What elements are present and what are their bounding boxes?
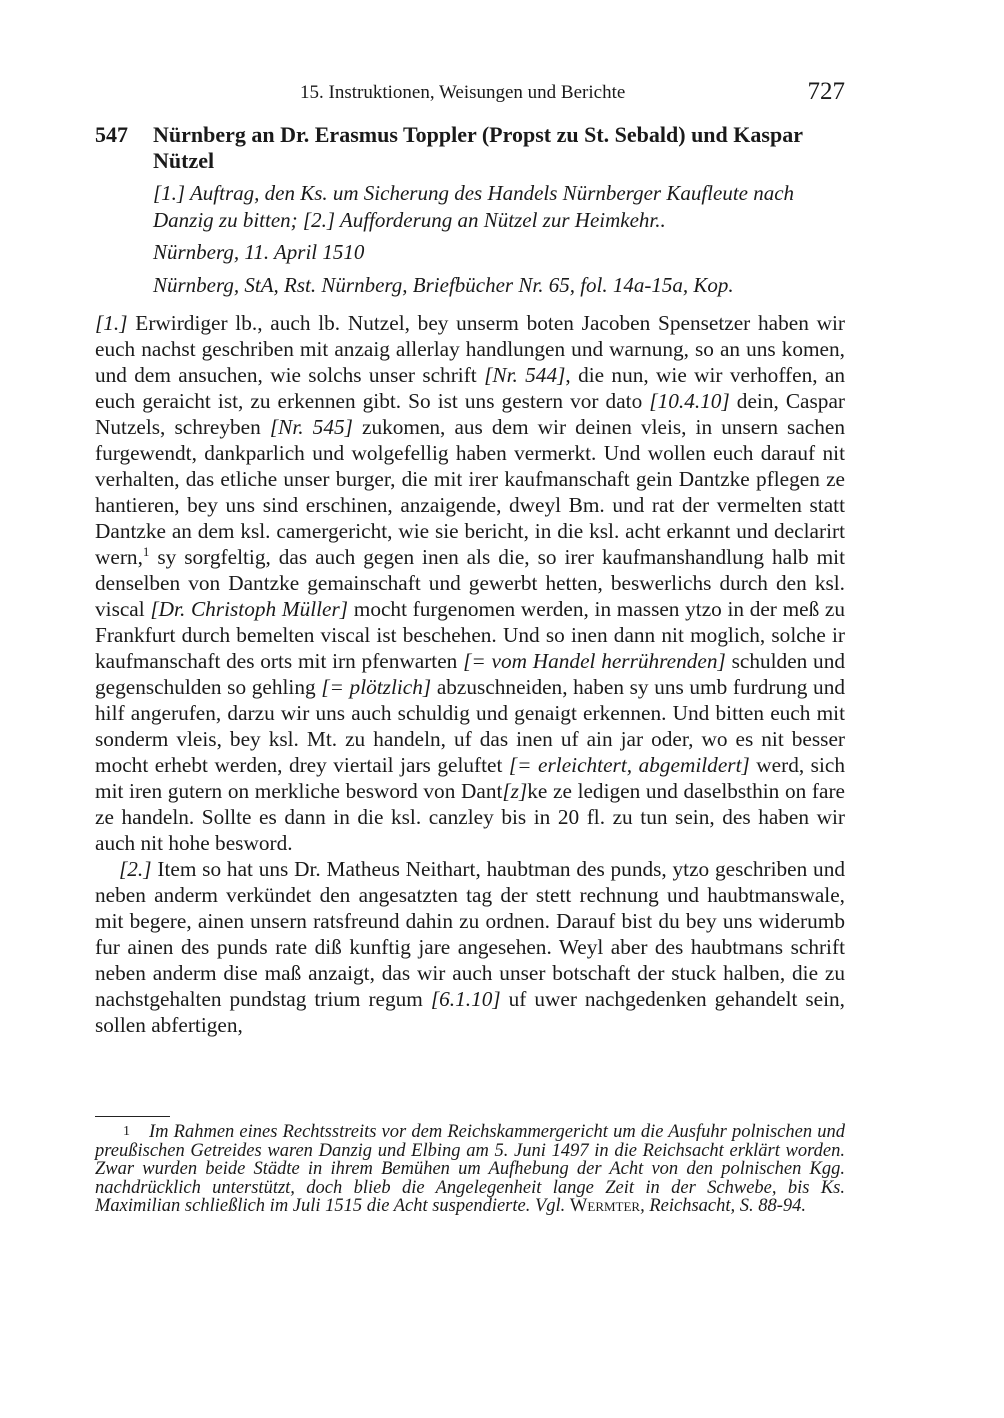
editorial-reference: [Nr. 545] — [269, 415, 353, 439]
document-number: 547 — [95, 122, 128, 147]
document-date: Nürnberg, 11. April 1510 — [153, 240, 365, 264]
text-run: Erwirdiger lb., auch lb. Nutzel, bey unserm boten Jacoben Spensetzer haben wir euch nachst geschriben mit anzaig allerlay handlungen und warnung, so an uns komen, und dem ansuchen, wie solchs unser schrift — [95, 311, 845, 387]
footnote-number: 1 — [123, 1124, 130, 1139]
footnote-reference-text: , Reichsacht, S. 88-94. — [640, 1196, 807, 1216]
editorial-emendation: [z] — [502, 779, 528, 803]
paragraph-2 — [95, 856, 845, 1038]
editorial-gloss: [= erleichtert, abgemildert] — [508, 753, 750, 777]
running-head — [95, 80, 845, 110]
text-run: Item so hat uns Dr. Matheus Neithart, haubtman des punds, ytzo geschriben und neben anderm verkündet den angesatzten tag der stett rechnung und haubtmanswale, mit begere, ainen unsern ratsfreund dahin zu ordnen. Darauf bist du bey uns widerumb fur ainen des punds rate diß kunftig jare angesehen. Weyl aber des haubtmans schrift neben anderm dise maß anzaigt, das wir auch unser botschaft der stuck halben, die zu nachstgehalten pundstag trium regum — [95, 857, 845, 1011]
text-run: , die nun, wie wir verhoffen, an euch geraicht ist, zu erkennen gibt. So ist uns gestern vor dato — [95, 363, 845, 413]
footnote-rule — [95, 1116, 170, 1117]
footnote-text: Im Rahmen eines Rechtsstreits vor dem Reichskammergericht um die Ausfuhr polnischen und preußischen Getreides waren Danzig und Elbing am 5. Juni 1497 in die Reichsacht erklärt worden. Zwar wurden beide Städte in ihrem Bemühen um Aufhebung der Acht von den polnischen Kgg. nachdrücklich unterstützt, doch blieb die Angelegenheit lange Zeit in der Schwebe, bis Ks. Maximilian schließlich im Juli 1515 die Acht suspendierte. Vgl. — [95, 1122, 845, 1216]
text-run: abzuschneiden, haben sy uns umb furdrung und hilf angerufen, darzu wir uns auch schuldig und genaigt erkennen. Und bitten euch mit sonderm vleis, bey ksl. Mt. zu handeln, uf das inen uf ain jar oder, wo es nit besser mocht erhebt werden, drey viertail jars geluftet — [95, 675, 846, 777]
text-run: uf uwer nachgedenken gehandelt sein, sollen abfertigen, — [95, 987, 846, 1037]
section-marker: [2.] — [119, 857, 152, 881]
editorial-gloss: [= plötzlich] — [321, 675, 432, 699]
section-marker: [1.] — [95, 311, 128, 335]
editorial-reference: [Nr. 544] — [484, 363, 566, 387]
text-run: schulden und gegenschulden so gehling — [95, 649, 845, 699]
document-source: Nürnberg, StA, Rst. Nürnberg, Briefbücher Nr. 65, fol. 14a-15a, Kop. — [153, 273, 734, 297]
text-run: werd, sich mit iren gutern on merkliche besword von Dant — [95, 753, 845, 803]
page-number: 727 — [807, 78, 845, 105]
text-run: ke ze ledigen und daselbsthin on fare ze handeln. Sollte es dann in die ksl. canzley bis in 20 fl. zu tun sein, des haben wir auch nit hohe besword. — [95, 779, 845, 855]
editorial-reference: [6.1.10] — [430, 987, 501, 1011]
footnote-author: Wermter — [569, 1196, 641, 1216]
regest: [1.] Auftrag, den Ks. um Sicherung des Handels Nürnberger Kaufleute nach Danzig zu bitten; [2.] Aufforderung an Nützel zur Heimkehr.. — [153, 181, 795, 232]
text-run: dein, Caspar Nutzels, schreyben — [95, 389, 845, 439]
footnote — [95, 1123, 845, 1216]
document-title: Nürnberg an Dr. Erasmus Toppler (Propst zu St. Sebald) und Kaspar Nützel — [153, 122, 803, 173]
text-run: zukomen, aus dem wir deinen vleis, in unsern sachen furgewendt, dankparlich und wolgefellig haben vermerkt. Und wollen euch darauf nit verhalten, das etliche unser burger, die mit irer kaufmanschaft gein Dantzke pflegen ze hantieren, bey uns sind erschinen, anzaigende, dweyl Bm. und rat der vermelten statt Dantzke an dem ksl. camergericht, wie sie bericht, in die ksl. acht erkannt und declarirt wern, — [95, 415, 845, 569]
running-title: 15. Instruktionen, Weisungen und Berichte — [300, 82, 626, 103]
text-run: sy sorgfeltig, das auch gegen inen als die, so irer kaufmanshandlung halb mit denselben von Dantzke gemainschaft und gewerbt hetten, beswerlichs durch den ksl. viscal — [95, 545, 845, 621]
editorial-reference: [10.4.10] — [649, 389, 730, 413]
body-text — [95, 310, 845, 1038]
paragraph-1 — [95, 310, 845, 856]
text-run: mocht furgenomen werden, in massen ytzo in der meß zu Frankfurt durch bemelten viscal ist beschehen. Und so inen dann nit moglich, solche ir kaufmanschaft des orts mit irn pfenwarten — [95, 597, 846, 673]
editorial-gloss: [= vom Handel herrührenden] — [463, 649, 726, 673]
footnote-reference[interactable]: 1 — [142, 543, 150, 559]
editorial-reference: [Dr. Christoph Müller] — [150, 597, 349, 621]
